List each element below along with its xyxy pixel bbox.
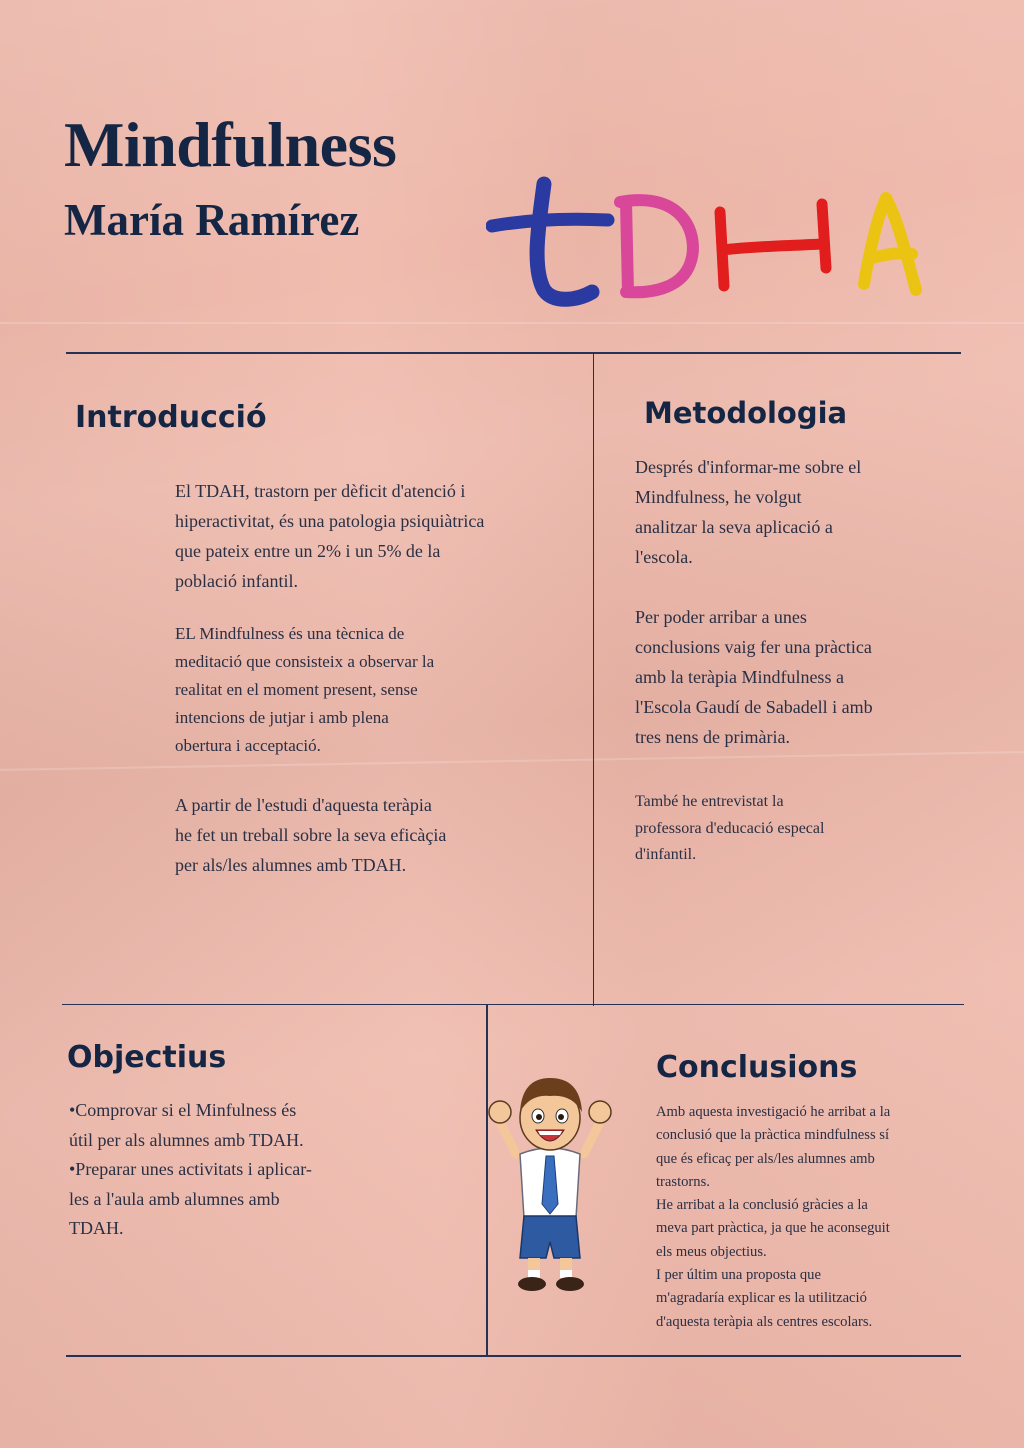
logo-letter-t [537, 184, 592, 299]
objectius-line: •Preparar unes activitats i aplicar- [69, 1159, 312, 1179]
logo-letter-h [720, 204, 826, 286]
conclusions-heading: Conclusions [656, 1050, 858, 1085]
introduccio-section [175, 476, 575, 596]
tdha-logo [486, 168, 926, 318]
objectius-heading: Objectius [67, 1040, 227, 1075]
divider-bottom [66, 1355, 961, 1357]
schoolboy-illustration [486, 1072, 614, 1296]
intro-paragraph-1: El TDAH, trastorn per dèficit d'atenció i hiperactivitat, és una patologia psiquiàtrica que pateix entre un 2% i un 5% de la població infantil. [175, 481, 485, 591]
metodologia-heading: Metodologia [644, 396, 848, 430]
objectius-line: útil per als alumnes amb TDAH. [69, 1129, 304, 1150]
page-title: Mindfulness [64, 109, 397, 180]
objectius-line: les a l'aula amb alumnes amb [69, 1188, 280, 1209]
intro-paragraph-2: EL Mindfulness és una tècnica de meditació que consisteix a observar la realitat en el moment present, sense intencions de jutjar i amb plena obertura i acceptació. [175, 624, 435, 755]
divider-middle [62, 1004, 964, 1005]
metodologia-paragraph-1: Després d'informar-me sobre el Mindfulness, he volgut analitzar la seva aplicació a l'escola. [635, 457, 862, 567]
logo-letter-a [864, 198, 916, 290]
objectius-list [69, 1096, 469, 1244]
divider-top [66, 352, 961, 354]
logo-letter-d [620, 200, 693, 292]
introduccio-heading: Introducció [75, 400, 267, 435]
paper-crease [0, 322, 1024, 324]
metodologia-paragraph-3: També he entrevistat la professora d'educació especal d'infantil. [635, 793, 825, 863]
intro-paragraph-3: A partir de l'estudi d'aquesta teràpia he fet un treball sobre la seva eficàçia per als/les alumnes amb TDAH. [175, 795, 447, 875]
objectius-line: TDAH. [69, 1218, 124, 1238]
metodologia-paragraph-2: Per poder arribar a unes conclusions vaig fer una pràctica amb la teràpia Mindfulness a l'Escola Gaudí de Sabadell i amb tres nens de primària. [635, 607, 873, 747]
author-name: María Ramírez [64, 195, 360, 245]
divider-vertical-upper [593, 352, 594, 1006]
conclusions-text: Amb aquesta investigació he arribat a la conclusió que la pràctica mindfulness sí que és eficaç per als/les alumnes amb trastorns. He arribat a la conclusió gràcies a la meva part pràctica, ja que he aconseguit els meus objectius. I per últim una proposta que m'agradaría explicar es la utilització d'aquesta teràpia als centres escolars. [656, 1104, 891, 1330]
objectius-line: •Comprovar si el Minfulness és [69, 1100, 297, 1120]
